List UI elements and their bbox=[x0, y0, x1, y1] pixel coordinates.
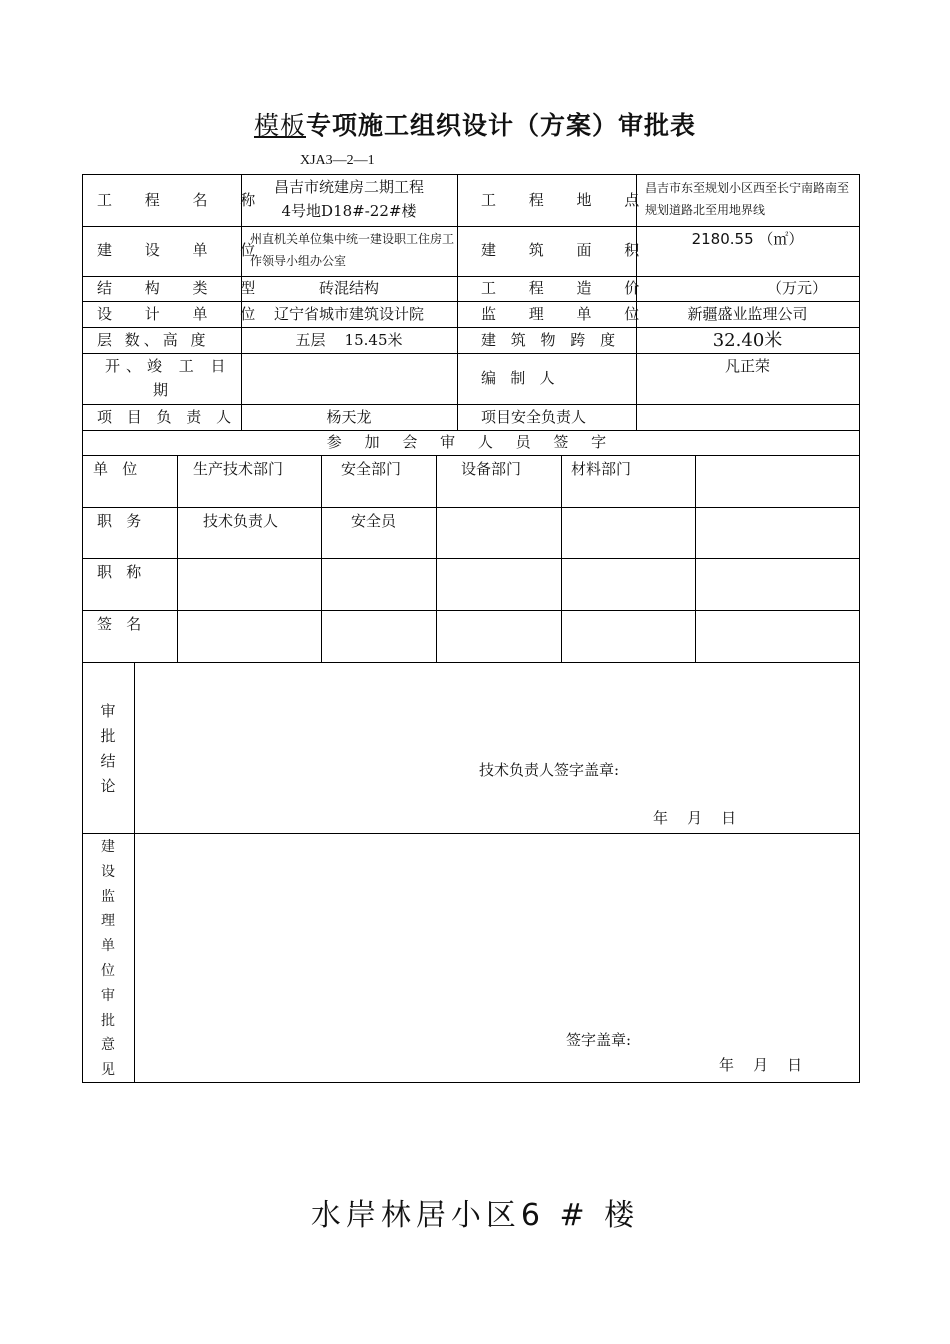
structure-label: 结 构 类 型 bbox=[97, 279, 270, 297]
project-name-line1: 昌吉市统建房二期工程 bbox=[273, 178, 424, 196]
dates-label-1: 开、竣 工 日 bbox=[105, 357, 232, 375]
project-location-label: 工 程 地 点 bbox=[481, 191, 654, 209]
duty-safety-officer: 安全员 bbox=[351, 512, 397, 530]
title-label: 职 称 bbox=[97, 563, 142, 581]
structure-value: 砖混结构 bbox=[318, 279, 379, 297]
page-title bbox=[0, 106, 950, 142]
cost-value: （万元） bbox=[767, 279, 828, 297]
pm-label: 项 目 负 责 人 bbox=[97, 408, 237, 426]
dept-safety: 安全部门 bbox=[341, 460, 402, 478]
span-label: 建 筑 物 跨 度 bbox=[481, 331, 621, 349]
design-label: 设 计 单 位 bbox=[97, 305, 270, 323]
project-name-line2: 4号地D18#-22#楼 bbox=[281, 202, 417, 220]
approval-signature: 技术负责人签字盖章: bbox=[479, 761, 620, 779]
dept-technical: 生产技术部门 bbox=[193, 460, 284, 478]
area-label: 建 筑 面 积 bbox=[481, 241, 654, 259]
builder-label: 建 设 单 位 bbox=[97, 241, 270, 259]
review-header: 参 加 会 审 人 员 签 字 bbox=[326, 433, 616, 451]
floors-label: 层 数、高 度 bbox=[97, 331, 210, 349]
dept-materials: 材料部门 bbox=[571, 460, 632, 478]
builder-value: 州直机关单位集中统一建设职工住房工作领导小组办公室 bbox=[250, 232, 455, 268]
safety-pm-label: 项目安全负责人 bbox=[481, 408, 587, 426]
dates-label-2: 期 bbox=[153, 381, 169, 399]
compiler-value: 凡正荣 bbox=[724, 357, 770, 375]
cost-label: 工 程 造 价 bbox=[481, 279, 654, 297]
supervision-opinion-label: 建设监理单位审批意见 bbox=[101, 839, 115, 1079]
duty-technical-lead: 技术负责人 bbox=[203, 512, 279, 530]
title-main: 专项施工组织设计（方案）审批表 bbox=[306, 111, 697, 140]
area-value: 2180.55 （㎡） bbox=[691, 230, 804, 248]
title-underlined: 模板 bbox=[253, 111, 306, 140]
supervision-date: 年 月 日 bbox=[719, 1056, 803, 1074]
supervision-signature: 签字盖章: bbox=[566, 1031, 632, 1049]
dept-equipment: 设备部门 bbox=[461, 460, 522, 478]
project-name-label: 工 程 名 称 bbox=[97, 191, 270, 209]
unit-label: 单 位 bbox=[93, 460, 138, 478]
approval-label: 审批结论 bbox=[100, 702, 116, 795]
pm-value: 杨天龙 bbox=[326, 408, 372, 426]
floors-value: 五层 15.45米 bbox=[295, 331, 403, 349]
supervision-value: 新疆盛业监理公司 bbox=[687, 305, 808, 323]
footer-building: 水岸林居小区6 # 楼 bbox=[310, 1198, 640, 1233]
compiler-label: 编 制 人 bbox=[481, 369, 555, 387]
project-location-value: 昌吉市东至规划小区西至长宁南路南至规划道路北至用地界线 bbox=[645, 181, 850, 217]
approval-date: 年 月 日 bbox=[653, 809, 737, 827]
design-value: 辽宁省城市建筑设计院 bbox=[273, 305, 424, 323]
supervision-label: 监 理 单 位 bbox=[481, 305, 654, 323]
sign-label: 签 名 bbox=[97, 615, 142, 633]
approval-form-table bbox=[82, 174, 860, 1083]
duty-label: 职 务 bbox=[97, 512, 142, 530]
form-code: XJA3—2—1 bbox=[300, 153, 375, 168]
span-value: 32.40米 bbox=[712, 330, 783, 351]
